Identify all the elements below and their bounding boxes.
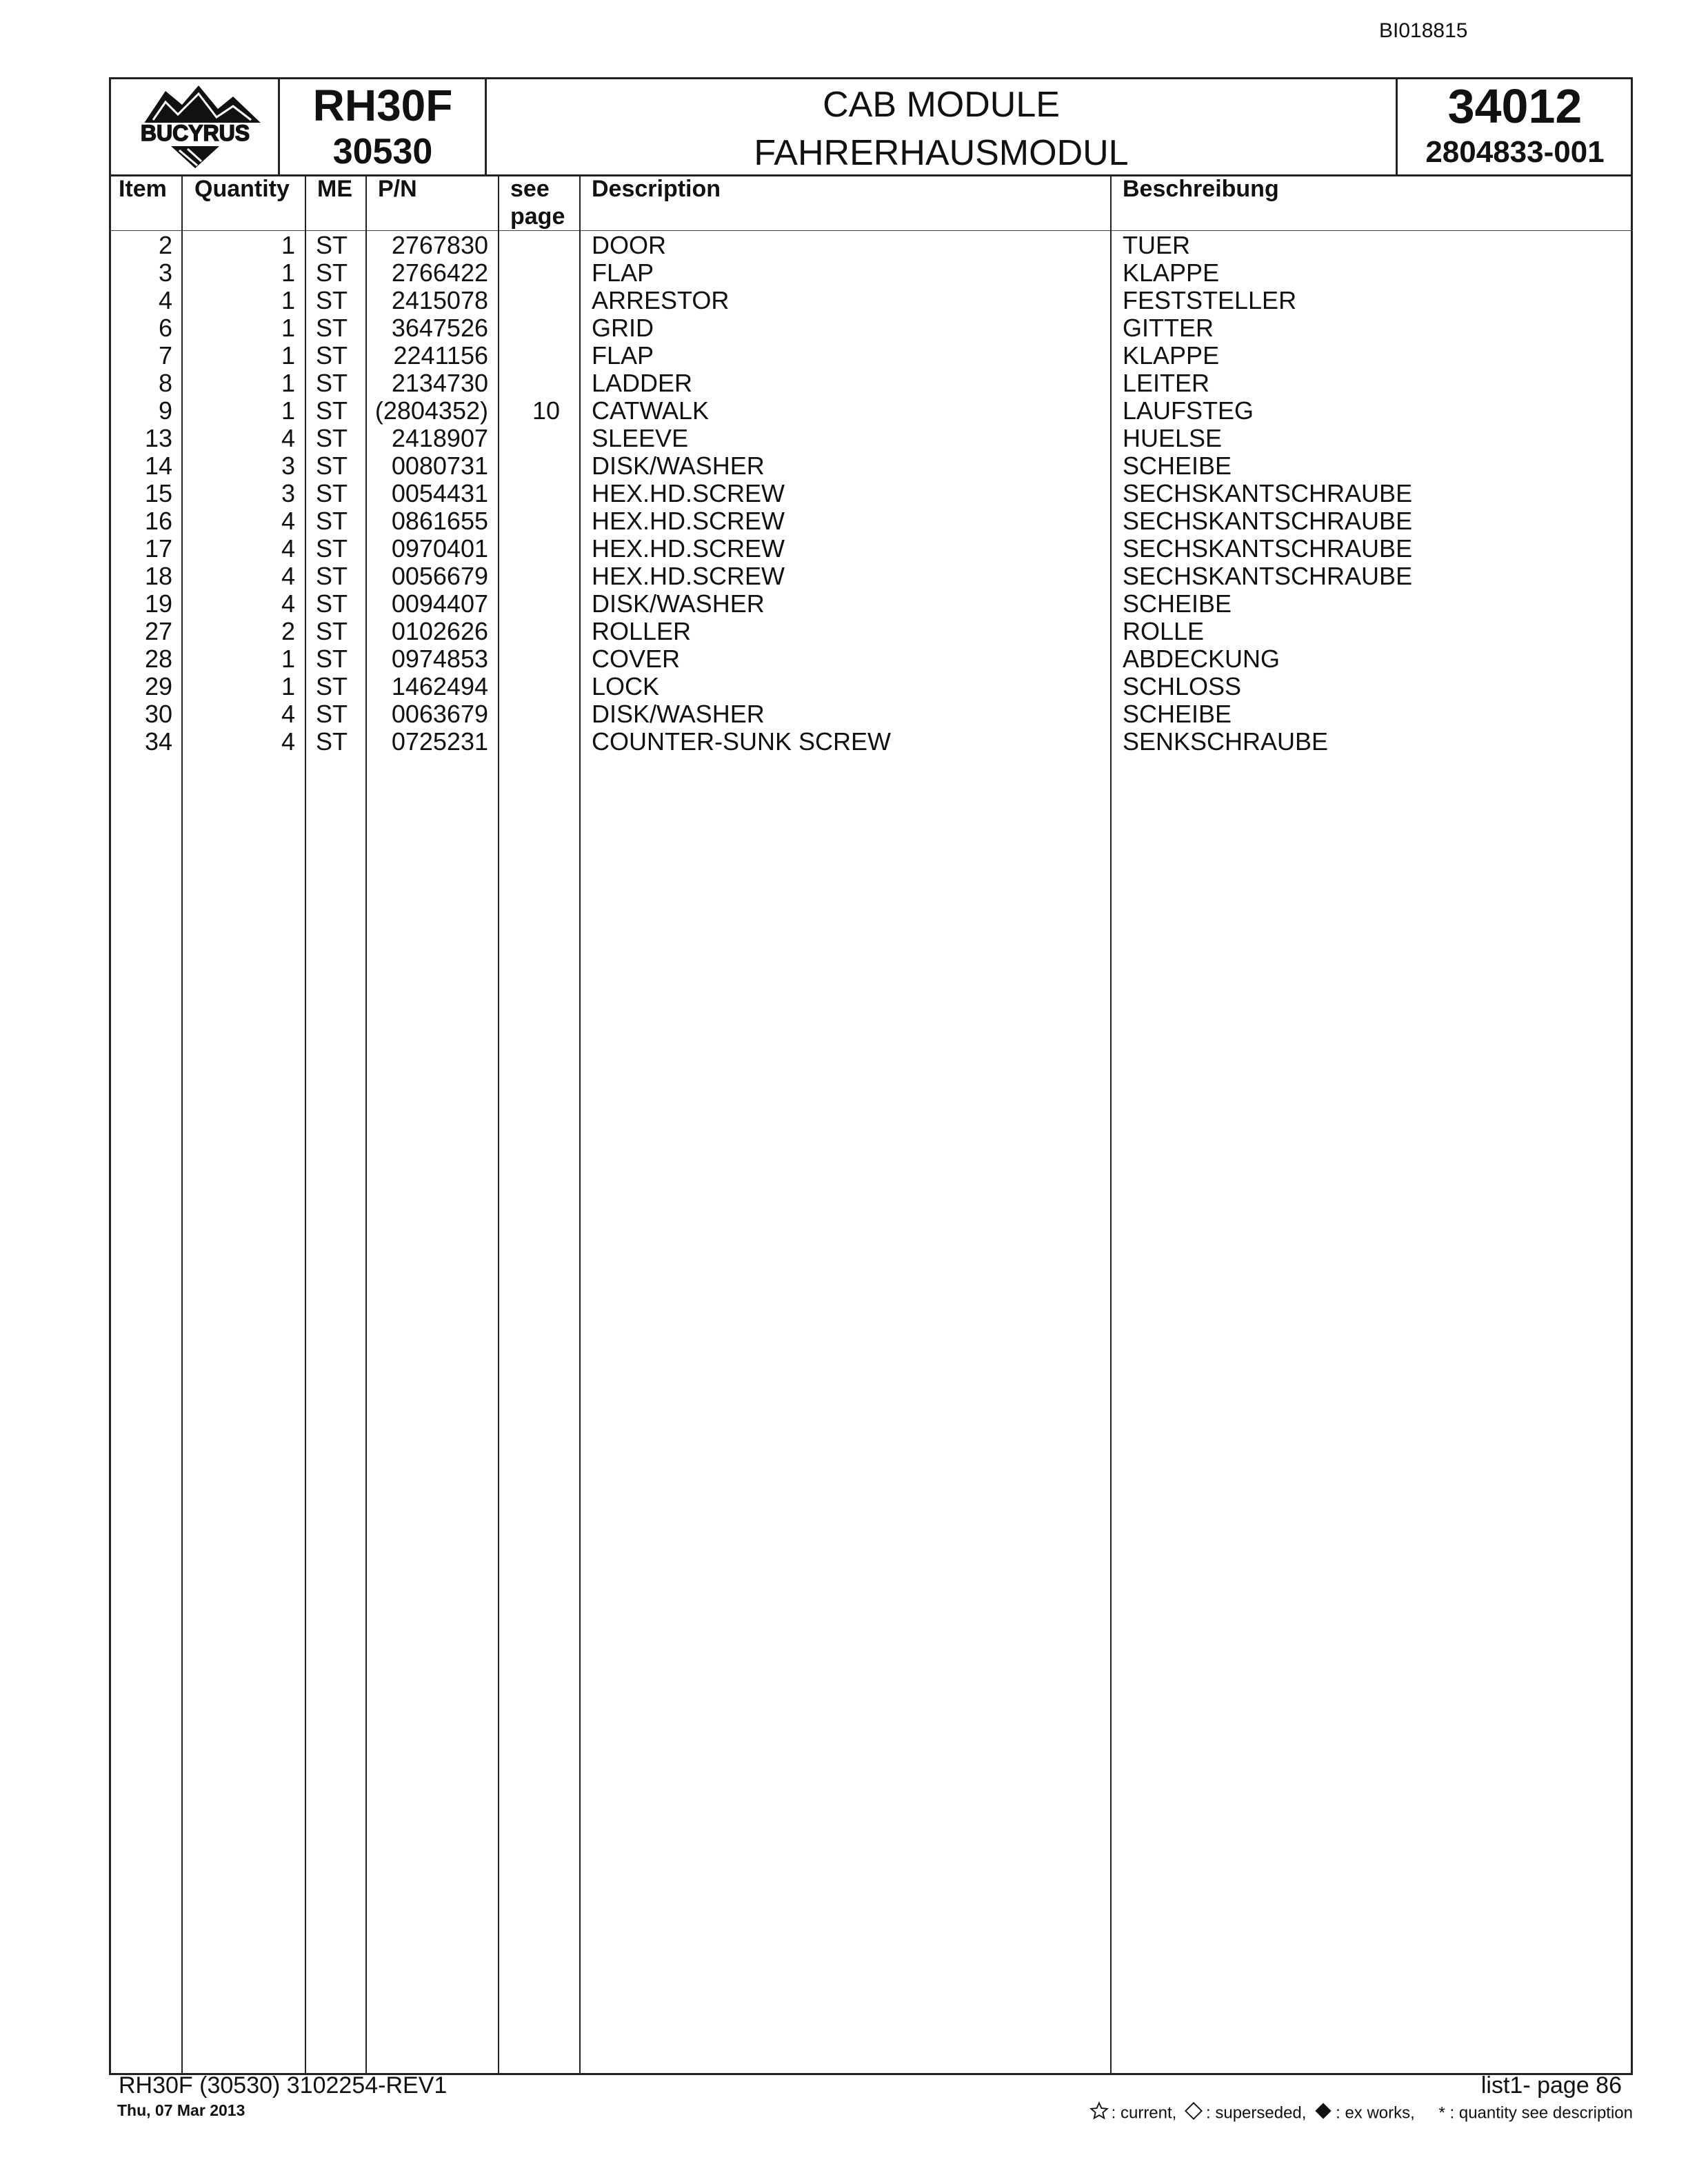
cell-beschreibung: LEITER bbox=[1123, 369, 1210, 397]
cell-description: DOOR bbox=[592, 231, 666, 259]
cell-me: ST bbox=[316, 231, 348, 259]
cell-pn: 0054431 bbox=[391, 479, 488, 507]
cell-me: ST bbox=[316, 534, 348, 563]
footer-doc-ref: RH30F (30530) 3102254-REV1 bbox=[119, 2072, 448, 2099]
cell-me: ST bbox=[316, 645, 348, 673]
diamond-filled-icon bbox=[1314, 2101, 1333, 2125]
cell-pn: 0056679 bbox=[391, 562, 488, 590]
cell-beschreibung: ABDECKUNG bbox=[1123, 645, 1280, 673]
table-row bbox=[0, 287, 1688, 314]
cell-pn: 2241156 bbox=[393, 341, 488, 370]
cell-quantity: 1 bbox=[281, 286, 295, 314]
table-row bbox=[0, 370, 1688, 397]
table-row bbox=[0, 314, 1688, 342]
cell-beschreibung: SECHSKANTSCHRAUBE bbox=[1123, 534, 1413, 563]
cell-pn: 0861655 bbox=[391, 507, 488, 535]
cell-description: FLAP bbox=[592, 341, 654, 370]
group-number: 34012 bbox=[1447, 79, 1582, 133]
cell-quantity: 4 bbox=[281, 534, 295, 563]
cell-me: ST bbox=[316, 672, 348, 700]
table-row bbox=[0, 452, 1688, 480]
cell-me: ST bbox=[316, 341, 348, 370]
cell-description: HEX.HD.SCREW bbox=[592, 479, 785, 507]
cell-pn: 0725231 bbox=[391, 727, 488, 756]
cell-beschreibung: LAUFSTEG bbox=[1123, 396, 1254, 425]
cell-me: ST bbox=[316, 286, 348, 314]
cell-item: 19 bbox=[144, 589, 172, 618]
cell-pn: 0102626 bbox=[391, 617, 488, 645]
model-number: 30530 bbox=[332, 132, 433, 172]
cell-beschreibung: HUELSE bbox=[1123, 424, 1223, 452]
cell-pn: 0094407 bbox=[391, 589, 488, 618]
cell-item: 29 bbox=[144, 672, 172, 700]
cell-quantity: 1 bbox=[281, 341, 295, 370]
cell-me: ST bbox=[316, 452, 348, 480]
legend-quantity-note: * : quantity see description bbox=[1438, 2103, 1633, 2123]
star-outline-icon bbox=[1089, 2101, 1109, 2125]
cell-me: ST bbox=[316, 700, 348, 728]
cell-description: HEX.HD.SCREW bbox=[592, 562, 785, 590]
footer-page-number: list1- page 86 bbox=[1480, 2072, 1622, 2099]
cell-quantity: 3 bbox=[281, 452, 295, 480]
cell-beschreibung: SENKSCHRAUBE bbox=[1123, 727, 1329, 756]
legend-superseded: : superseded, bbox=[1206, 2103, 1307, 2123]
col-header-pn: P/N bbox=[378, 176, 417, 202]
cell-quantity: 4 bbox=[281, 700, 295, 728]
cell-description: FLAP bbox=[592, 259, 654, 287]
cell-pn: 2134730 bbox=[391, 369, 488, 397]
cell-me: ST bbox=[316, 617, 348, 645]
table-row bbox=[0, 645, 1688, 673]
cell-item: 18 bbox=[144, 562, 172, 590]
table-row bbox=[0, 342, 1688, 370]
title-german: FAHRERHAUSMODUL bbox=[754, 133, 1129, 173]
cell-description: DISK/WASHER bbox=[592, 700, 765, 728]
cell-description: LOCK bbox=[592, 672, 660, 700]
cell-me: ST bbox=[316, 314, 348, 342]
table-row bbox=[0, 535, 1688, 563]
cell-item: 16 bbox=[144, 507, 172, 535]
cell-beschreibung: FESTSTELLER bbox=[1123, 286, 1297, 314]
legend-ex-works: : ex works, bbox=[1336, 2103, 1415, 2123]
cell-description: COUNTER-SUNK SCREW bbox=[592, 727, 892, 756]
cell-description: LADDER bbox=[592, 369, 693, 397]
cell-quantity: 4 bbox=[281, 424, 295, 452]
cell-me: ST bbox=[316, 562, 348, 590]
cell-pn: 0063679 bbox=[391, 700, 488, 728]
cell-item: 28 bbox=[144, 645, 172, 673]
cell-beschreibung: ROLLE bbox=[1123, 617, 1205, 645]
cell-description: DISK/WASHER bbox=[592, 452, 765, 480]
cell-beschreibung: SECHSKANTSCHRAUBE bbox=[1123, 507, 1413, 535]
cell-quantity: 1 bbox=[281, 259, 295, 287]
cell-item: 13 bbox=[144, 424, 172, 452]
cell-quantity: 1 bbox=[281, 369, 295, 397]
cell-quantity: 1 bbox=[281, 396, 295, 425]
cell-beschreibung: SECHSKANTSCHRAUBE bbox=[1123, 562, 1413, 590]
cell-quantity: 1 bbox=[281, 231, 295, 259]
cell-quantity: 1 bbox=[281, 645, 295, 673]
bucyrus-logo bbox=[116, 81, 274, 171]
cell-item: 9 bbox=[158, 396, 172, 425]
table-row bbox=[0, 590, 1688, 618]
cell-item: 15 bbox=[144, 479, 172, 507]
table-row bbox=[0, 618, 1688, 645]
table-row bbox=[0, 673, 1688, 700]
col-header-me: ME bbox=[317, 176, 352, 202]
cell-beschreibung: KLAPPE bbox=[1123, 341, 1220, 370]
col-header-beschreibung: Beschreibung bbox=[1123, 176, 1279, 202]
cell-me: ST bbox=[316, 259, 348, 287]
cell-item: 30 bbox=[144, 700, 172, 728]
table-row bbox=[0, 425, 1688, 452]
cell-item: 14 bbox=[144, 452, 172, 480]
table-row bbox=[0, 397, 1688, 425]
cell-pn: 0974853 bbox=[391, 645, 488, 673]
title-english: CAB MODULE bbox=[823, 85, 1060, 125]
cell-pn: 2418907 bbox=[391, 424, 488, 452]
cell-me: ST bbox=[316, 589, 348, 618]
cell-item: 34 bbox=[144, 727, 172, 756]
cell-description: COVER bbox=[592, 645, 681, 673]
cell-quantity: 4 bbox=[281, 589, 295, 618]
cell-me: ST bbox=[316, 369, 348, 397]
cell-item: 17 bbox=[144, 534, 172, 563]
cell-item: 8 bbox=[158, 369, 172, 397]
table-row bbox=[0, 232, 1688, 259]
cell-item: 3 bbox=[158, 259, 172, 287]
cell-pn: 1462494 bbox=[391, 672, 488, 700]
drawing-number: 2804833-001 bbox=[1425, 135, 1605, 169]
footer-date: Thu, 07 Mar 2013 bbox=[117, 2101, 245, 2119]
cell-description: SLEEVE bbox=[592, 424, 689, 452]
diamond-outline-icon bbox=[1184, 2101, 1203, 2125]
cell-pn: 2766422 bbox=[391, 259, 488, 287]
cell-beschreibung: KLAPPE bbox=[1123, 259, 1220, 287]
cell-item: 2 bbox=[158, 231, 172, 259]
cell-beschreibung: GITTER bbox=[1123, 314, 1214, 342]
cell-quantity: 1 bbox=[281, 672, 295, 700]
cell-item: 27 bbox=[144, 617, 172, 645]
cell-quantity: 1 bbox=[281, 314, 295, 342]
col-header-see: see bbox=[510, 176, 550, 202]
cell-item: 7 bbox=[158, 341, 172, 370]
cell-beschreibung: SCHLOSS bbox=[1123, 672, 1242, 700]
cell-pn: 0080731 bbox=[391, 452, 488, 480]
cell-description: GRID bbox=[592, 314, 654, 342]
cell-quantity: 2 bbox=[281, 617, 295, 645]
cell-pn: (2804352) bbox=[374, 396, 488, 425]
cell-me: ST bbox=[316, 396, 348, 425]
symbol-legend bbox=[1087, 2101, 1633, 2125]
cell-me: ST bbox=[316, 507, 348, 535]
cell-pn: 0970401 bbox=[391, 534, 488, 563]
cell-description: HEX.HD.SCREW bbox=[592, 534, 785, 563]
table-row bbox=[0, 259, 1688, 287]
cell-quantity: 4 bbox=[281, 727, 295, 756]
cell-see-page: 10 bbox=[532, 396, 561, 425]
cell-beschreibung: SCHEIBE bbox=[1123, 589, 1232, 618]
col-header-description: Description bbox=[592, 176, 721, 202]
cell-quantity: 4 bbox=[281, 507, 295, 535]
cell-pn: 3647526 bbox=[391, 314, 488, 342]
table-row bbox=[0, 728, 1688, 756]
cell-pn: 2767830 bbox=[391, 231, 488, 259]
col-header-item: Item bbox=[119, 176, 167, 202]
cell-quantity: 4 bbox=[281, 562, 295, 590]
model-name: RH30F bbox=[312, 81, 453, 130]
cell-beschreibung: SECHSKANTSCHRAUBE bbox=[1123, 479, 1413, 507]
cell-item: 4 bbox=[158, 286, 172, 314]
logo-wordmark: BUCYRUS bbox=[140, 121, 250, 145]
cell-quantity: 3 bbox=[281, 479, 295, 507]
cell-description: ARRESTOR bbox=[592, 286, 730, 314]
table-row bbox=[0, 480, 1688, 507]
cell-pn: 2415078 bbox=[391, 286, 488, 314]
cell-me: ST bbox=[316, 479, 348, 507]
col-header-quantity: Quantity bbox=[194, 176, 290, 202]
cell-description: ROLLER bbox=[592, 617, 692, 645]
cell-item: 6 bbox=[158, 314, 172, 342]
cell-me: ST bbox=[316, 424, 348, 452]
col-header-page: page bbox=[510, 203, 565, 230]
cell-beschreibung: TUER bbox=[1123, 231, 1190, 259]
cell-beschreibung: SCHEIBE bbox=[1123, 452, 1232, 480]
table-row bbox=[0, 507, 1688, 535]
table-row bbox=[0, 700, 1688, 728]
cell-beschreibung: SCHEIBE bbox=[1123, 700, 1232, 728]
document-id: BI018815 bbox=[1379, 19, 1468, 42]
table-row bbox=[0, 563, 1688, 590]
cell-description: HEX.HD.SCREW bbox=[592, 507, 785, 535]
cell-me: ST bbox=[316, 727, 348, 756]
cell-description: DISK/WASHER bbox=[592, 589, 765, 618]
cell-description: CATWALK bbox=[592, 396, 710, 425]
legend-current: : current, bbox=[1111, 2103, 1177, 2123]
